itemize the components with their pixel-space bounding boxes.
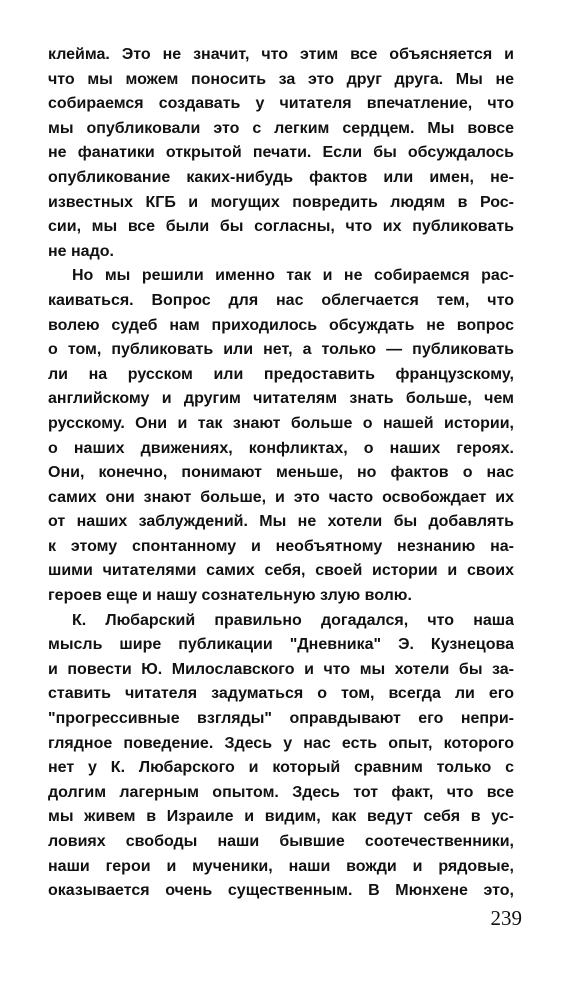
text-line: ставить читателя задуматься о том, всегда ли его (48, 685, 514, 703)
text-line: и повести Ю. Милославского и что мы хотели бы за- (48, 660, 514, 678)
text-line: известных КГБ и могущих повредить людям в Рос- (48, 193, 514, 211)
text-line: сии, мы все были бы согласны, что их публиковать (48, 218, 514, 236)
text-line: о том, публиковать или нет, а только — публиковать (48, 341, 514, 359)
text-line: что мы можем поносить за это друг друга. Мы не (48, 70, 514, 88)
text-line: не надо. (48, 242, 114, 260)
text-line: клейма. Это не значит, что этим все объясняется и (48, 46, 514, 63)
text-line: долгим лагерным опытом. Здесь тот факт, что все (48, 783, 514, 801)
text-line: глядное поведение. Здесь у нас есть опыт, которого (48, 734, 514, 752)
text-line: к этому спонтанному и необъятному незнанию на- (48, 537, 514, 555)
text-line: Они, конечно, понимают меньше, но фактов о нас (48, 464, 514, 482)
text-line: каиваться. Вопрос для нас облегчается тем, что (48, 291, 514, 309)
page-number: 239 (490, 906, 522, 930)
text-line: наши герои и мученики, наши вожди и рядовые, (48, 857, 514, 875)
body-text (48, 43, 514, 904)
text-line: нет у К. Любарского и который сравним только с (48, 759, 514, 777)
text-line: самих они знают больше, и это часто освобождает их (48, 488, 514, 506)
text-line: не фанатики открытой печати. Если бы обсуждалось (48, 144, 514, 162)
text-line: волею судеб нам приходилось обсуждать не вопрос (48, 316, 514, 334)
text-line: о наших движениях, конфликтах, о наших героях. (48, 439, 514, 457)
text-line: ловиях свободы наши бывшие соотечественники, (48, 833, 514, 850)
text-line: "прогрессивные взгляды" оправдывают его непри- (48, 710, 514, 728)
text-line: оказывается очень существенным. В Мюнхене это, (48, 882, 514, 900)
text-line: К. Любарский правильно догадался, что наша (72, 611, 514, 629)
text-line: опубликование каких-нибудь фактов или имен, не- (48, 168, 514, 186)
text-line: мысль шире публикации "Дневника" Э. Кузнецова (48, 636, 514, 654)
text-line: английскому и другим читателям знать больше, чем (48, 390, 514, 408)
text-line: мы опубликовали это с легким сердцем. Мы вовсе (48, 119, 514, 137)
text-line: от наших заблуждений. Мы не хотели бы добавлять (48, 513, 514, 531)
text-line: Но мы решили именно так и не собираемся рас- (72, 267, 514, 285)
text-line: шими читателями самих себя, своей истории и своих (48, 562, 514, 580)
text-line: ли на русском или предоставить французскому, (48, 365, 514, 383)
text-line: собираемся создавать у читателя впечатление, что (48, 95, 514, 113)
text-line: мы живем в Израиле и видим, как ведут себя в ус- (48, 808, 514, 826)
text-line: героев еще и нашу сознательную злую волю. (48, 587, 412, 605)
text-line: русскому. Они и так знают больше о нашей истории, (48, 414, 514, 432)
